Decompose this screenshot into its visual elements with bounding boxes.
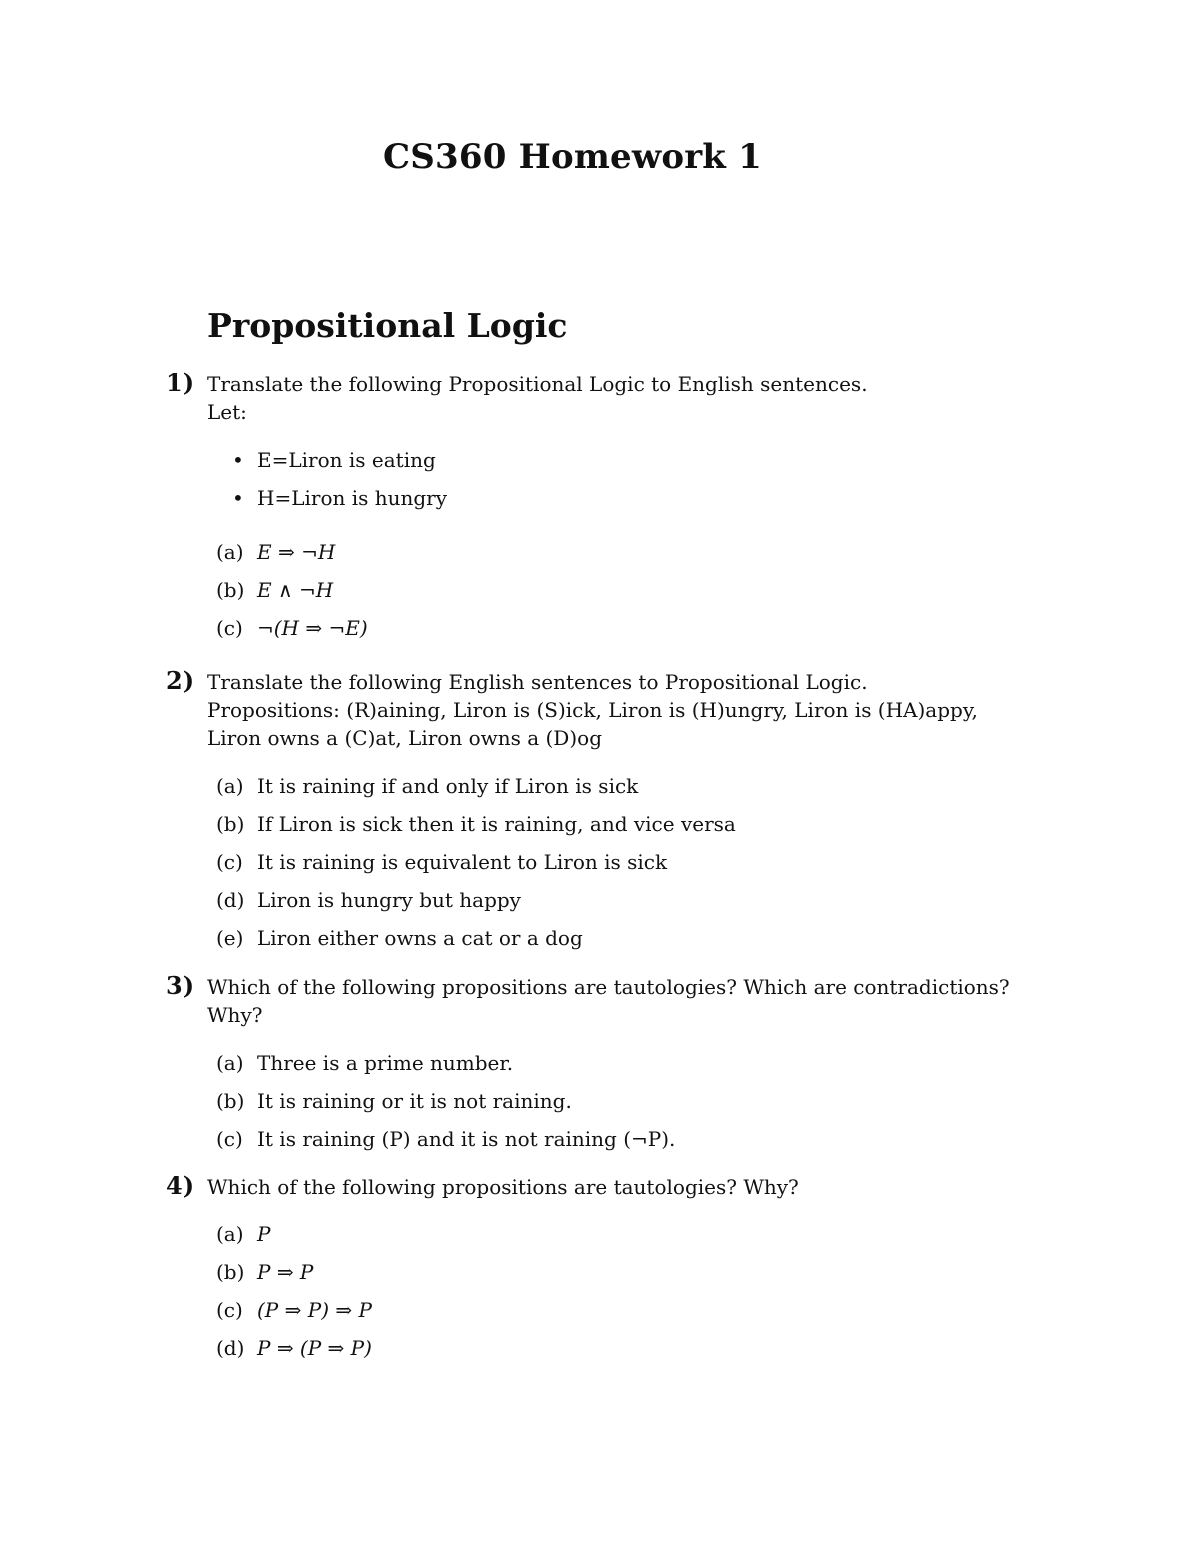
question-1-line: Let: bbox=[207, 400, 247, 424]
question-2-line: Liron owns a (C)at, Liron owns a (D)og bbox=[207, 726, 602, 750]
item-label: (c) bbox=[216, 616, 243, 640]
item-formula: E ∧ ¬H bbox=[257, 578, 334, 602]
item-label: (d) bbox=[216, 1336, 245, 1360]
item-label: (b) bbox=[216, 1260, 245, 1284]
item-sentence: Three is a prime number. bbox=[257, 1051, 514, 1075]
item-label: (c) bbox=[216, 850, 243, 874]
item-formula: ¬(H ⇒ ¬E) bbox=[257, 616, 368, 640]
item-label: (a) bbox=[216, 1222, 244, 1246]
item-sentence: It is raining if and only if Liron is sick bbox=[257, 774, 639, 798]
question-2-line: Translate the following English sentences to Propositional Logic. bbox=[207, 670, 868, 694]
item-sentence: It is raining (P) and it is not raining (¬P). bbox=[257, 1127, 676, 1151]
item-formula: P bbox=[257, 1222, 271, 1246]
question-number-3: 3) bbox=[166, 971, 195, 1000]
item-sentence: Liron is hungry but happy bbox=[257, 888, 521, 912]
item-label: (a) bbox=[216, 1051, 244, 1075]
item-sentence: It is raining is equivalent to Liron is sick bbox=[257, 850, 668, 874]
question-3-line: Why? bbox=[207, 1003, 263, 1027]
item-sentence: Liron either owns a cat or a dog bbox=[257, 926, 583, 950]
item-sentence: If Liron is sick then it is raining, and vice versa bbox=[257, 812, 736, 836]
question-2-line: Propositions: (R)aining, Liron is (S)ick, Liron is (H)ungry, Liron is (HA)appy, bbox=[207, 698, 978, 722]
item-sentence: It is raining or it is not raining. bbox=[257, 1089, 572, 1113]
bullet-dot: • bbox=[232, 486, 244, 510]
section-heading: Propositional Logic bbox=[207, 306, 568, 345]
document-title: CS360 Homework 1 bbox=[383, 137, 762, 177]
item-label: (b) bbox=[216, 812, 245, 836]
item-label: (b) bbox=[216, 578, 245, 602]
item-label: (d) bbox=[216, 888, 245, 912]
item-label: (e) bbox=[216, 926, 244, 950]
question-3-line: Which of the following propositions are tautologies? Which are contradictions? bbox=[207, 975, 1010, 999]
item-label: (a) bbox=[216, 540, 244, 564]
item-formula: P ⇒ P bbox=[257, 1260, 314, 1284]
question-1-line: Translate the following Propositional Logic to English sentences. bbox=[207, 372, 868, 396]
item-formula: E ⇒ ¬H bbox=[257, 540, 336, 564]
question-number-1: 1) bbox=[166, 368, 195, 397]
item-label: (c) bbox=[216, 1127, 243, 1151]
bullet-definition: H=Liron is hungry bbox=[257, 486, 448, 510]
item-formula: (P ⇒ P) ⇒ P bbox=[257, 1298, 372, 1322]
item-label: (b) bbox=[216, 1089, 245, 1113]
item-label: (a) bbox=[216, 774, 244, 798]
question-number-2: 2) bbox=[166, 666, 195, 695]
question-number-4: 4) bbox=[166, 1171, 195, 1200]
bullet-definition: E=Liron is eating bbox=[257, 448, 436, 472]
question-4-line: Which of the following propositions are tautologies? Why? bbox=[207, 1175, 799, 1199]
item-formula: P ⇒ (P ⇒ P) bbox=[257, 1336, 372, 1360]
item-label: (c) bbox=[216, 1298, 243, 1322]
bullet-dot: • bbox=[232, 448, 244, 472]
